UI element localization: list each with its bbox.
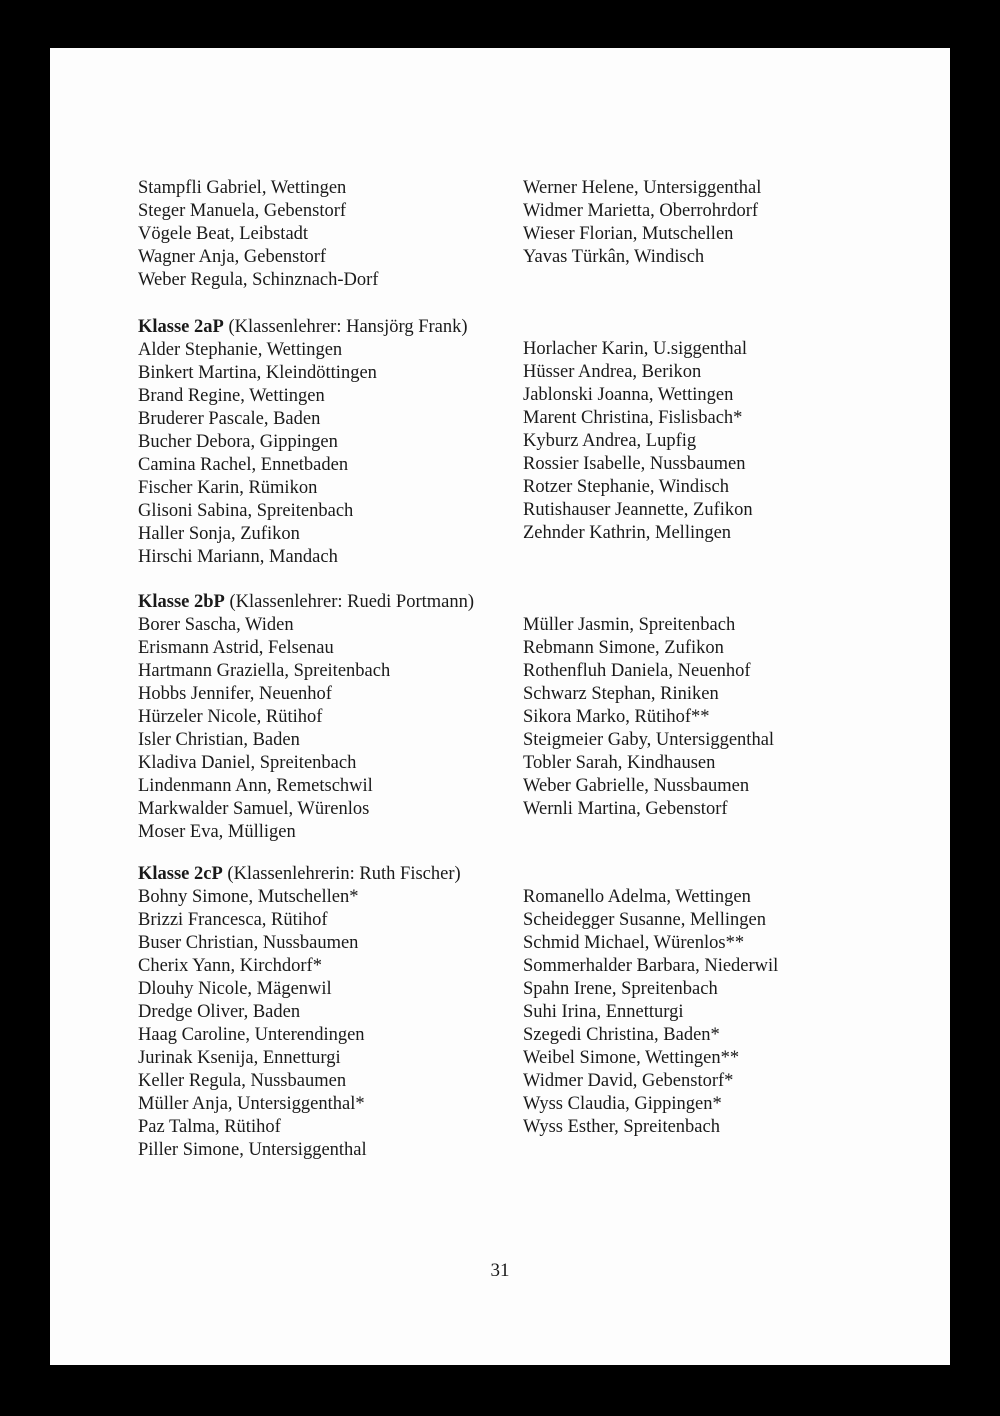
list-item: Spahn Irene, Spreitenbach xyxy=(523,979,718,999)
list-item: Scheidegger Susanne, Mellingen xyxy=(523,910,767,930)
list-item: Weber Regula, Schinznach-Dorf xyxy=(138,270,379,290)
list-item: Widmer David, Gebenstorf* xyxy=(523,1071,734,1091)
list-item: Rotzer Stephanie, Windisch xyxy=(523,477,729,497)
list-item: Wieser Florian, Mutschellen xyxy=(523,224,734,244)
list-item: Suhi Irina, Ennetturgi xyxy=(523,1002,684,1022)
class-teacher: (Klassenlehrerin: Ruth Fischer) xyxy=(227,864,461,884)
list-item: Sommerhalder Barbara, Niederwil xyxy=(523,956,779,976)
class-teacher: (Klassenlehrer: Hansjörg Frank) xyxy=(228,317,468,337)
list-item: Wyss Esther, Spreitenbach xyxy=(523,1117,720,1137)
list-item: Wernli Martina, Gebenstorf xyxy=(523,799,728,819)
list-item: Hüsser Andrea, Berikon xyxy=(523,362,702,382)
list-item: Bucher Debora, Gippingen xyxy=(138,432,338,452)
list-item: Rutishauser Jeannette, Zufikon xyxy=(523,500,753,520)
list-item: Camina Rachel, Ennetbaden xyxy=(138,455,349,475)
klasse-2ap-left-column xyxy=(138,316,468,569)
list-item: Vögele Beat, Leibstadt xyxy=(138,224,309,244)
list-item: Szegedi Christina, Baden* xyxy=(523,1025,720,1045)
list-item: Kyburz Andrea, Lupfig xyxy=(523,431,697,451)
list-item: Steger Manuela, Gebenstorf xyxy=(138,201,347,221)
list-item: Borer Sascha, Widen xyxy=(138,615,294,635)
list-item: Zehnder Kathrin, Mellingen xyxy=(523,523,732,543)
class-teacher: (Klassenlehrer: Ruedi Portmann) xyxy=(229,592,475,612)
list-item: Jurinak Ksenija, Ennetturgi xyxy=(138,1048,341,1068)
list-item: Stampfli Gabriel, Wettingen xyxy=(138,178,347,198)
continued-left-column xyxy=(138,177,378,292)
list-item: Rothenfluh Daniela, Neuenhof xyxy=(523,661,751,681)
list-item: Keller Regula, Nussbaumen xyxy=(138,1071,347,1091)
document-page xyxy=(50,48,950,1365)
list-item: Cherix Yann, Kirchdorf* xyxy=(138,956,322,976)
list-item: Yavas Türkân, Windisch xyxy=(523,247,705,267)
list-item: Müller Jasmin, Spreitenbach xyxy=(523,615,736,635)
list-item: Buser Christian, Nussbaumen xyxy=(138,933,359,953)
list-item: Steigmeier Gaby, Untersiggenthal xyxy=(523,730,775,750)
list-item: Erismann Astrid, Felsenau xyxy=(138,638,334,658)
list-item: Müller Anja, Untersiggenthal* xyxy=(138,1094,365,1114)
list-item: Weibel Simone, Wettingen** xyxy=(523,1048,740,1068)
list-item: Sikora Marko, Rütihof** xyxy=(523,707,710,727)
section-heading xyxy=(138,863,461,886)
list-item: Lindenmann Ann, Remetschwil xyxy=(138,776,373,796)
list-item: Marent Christina, Fislisbach* xyxy=(523,408,743,428)
list-item: Alder Stephanie, Wettingen xyxy=(138,340,343,360)
list-item: Horlacher Karin, U.siggenthal xyxy=(523,339,747,359)
list-item: Piller Simone, Untersiggenthal xyxy=(138,1140,367,1160)
page-number: 31 xyxy=(490,1260,510,1281)
list-item: Brand Regine, Wettingen xyxy=(138,386,325,406)
list-item: Hartmann Graziella, Spreitenbach xyxy=(138,661,391,681)
list-item: Binkert Martina, Kleindöttingen xyxy=(138,363,377,383)
class-name: Klasse 2cP xyxy=(138,864,223,884)
list-item: Moser Eva, Mülligen xyxy=(138,822,296,842)
list-item: Romanello Adelma, Wettingen xyxy=(523,887,751,907)
section-heading xyxy=(138,591,474,614)
class-name: Klasse 2aP xyxy=(138,317,224,337)
list-item: Weber Gabrielle, Nussbaumen xyxy=(523,776,750,796)
list-item: Bohny Simone, Mutschellen* xyxy=(138,887,359,907)
list-item: Hobbs Jennifer, Neuenhof xyxy=(138,684,332,704)
list-item: Rebmann Simone, Zufikon xyxy=(523,638,724,658)
list-item: Schmid Michael, Würenlos** xyxy=(523,933,745,953)
list-item: Dredge Oliver, Baden xyxy=(138,1002,301,1022)
list-item: Schwarz Stephan, Riniken xyxy=(523,684,719,704)
continued-right-column xyxy=(523,177,761,269)
list-item: Paz Talma, Rütihof xyxy=(138,1117,281,1137)
klasse-2ap-right-column xyxy=(523,338,753,545)
list-item: Isler Christian, Baden xyxy=(138,730,300,750)
list-item: Rossier Isabelle, Nussbaumen xyxy=(523,454,746,474)
list-item: Hirschi Mariann, Mandach xyxy=(138,547,338,567)
list-item: Bruderer Pascale, Baden xyxy=(138,409,321,429)
klasse-2bp-left-column xyxy=(138,591,474,844)
list-item: Haller Sonja, Zufikon xyxy=(138,524,300,544)
list-item: Markwalder Samuel, Würenlos xyxy=(138,799,370,819)
list-item: Haag Caroline, Unterendingen xyxy=(138,1025,365,1045)
list-item: Wyss Claudia, Gippingen* xyxy=(523,1094,722,1114)
klasse-2cp-left-column xyxy=(138,863,461,1162)
list-item: Tobler Sarah, Kindhausen xyxy=(523,753,716,773)
klasse-2cp-right-column xyxy=(523,886,778,1139)
class-name: Klasse 2bP xyxy=(138,592,225,612)
list-item: Glisoni Sabina, Spreitenbach xyxy=(138,501,354,521)
list-item: Werner Helene, Untersiggenthal xyxy=(523,178,762,198)
list-item: Jablonski Joanna, Wettingen xyxy=(523,385,734,405)
section-heading xyxy=(138,316,468,339)
list-item: Fischer Karin, Rümikon xyxy=(138,478,318,498)
list-item: Hürzeler Nicole, Rütihof xyxy=(138,707,323,727)
list-item: Dlouhy Nicole, Mägenwil xyxy=(138,979,332,999)
list-item: Brizzi Francesca, Rütihof xyxy=(138,910,328,930)
klasse-2bp-right-column xyxy=(523,614,774,821)
list-item: Widmer Marietta, Oberrohrdorf xyxy=(523,201,759,221)
list-item: Kladiva Daniel, Spreitenbach xyxy=(138,753,357,773)
list-item: Wagner Anja, Gebenstorf xyxy=(138,247,327,267)
